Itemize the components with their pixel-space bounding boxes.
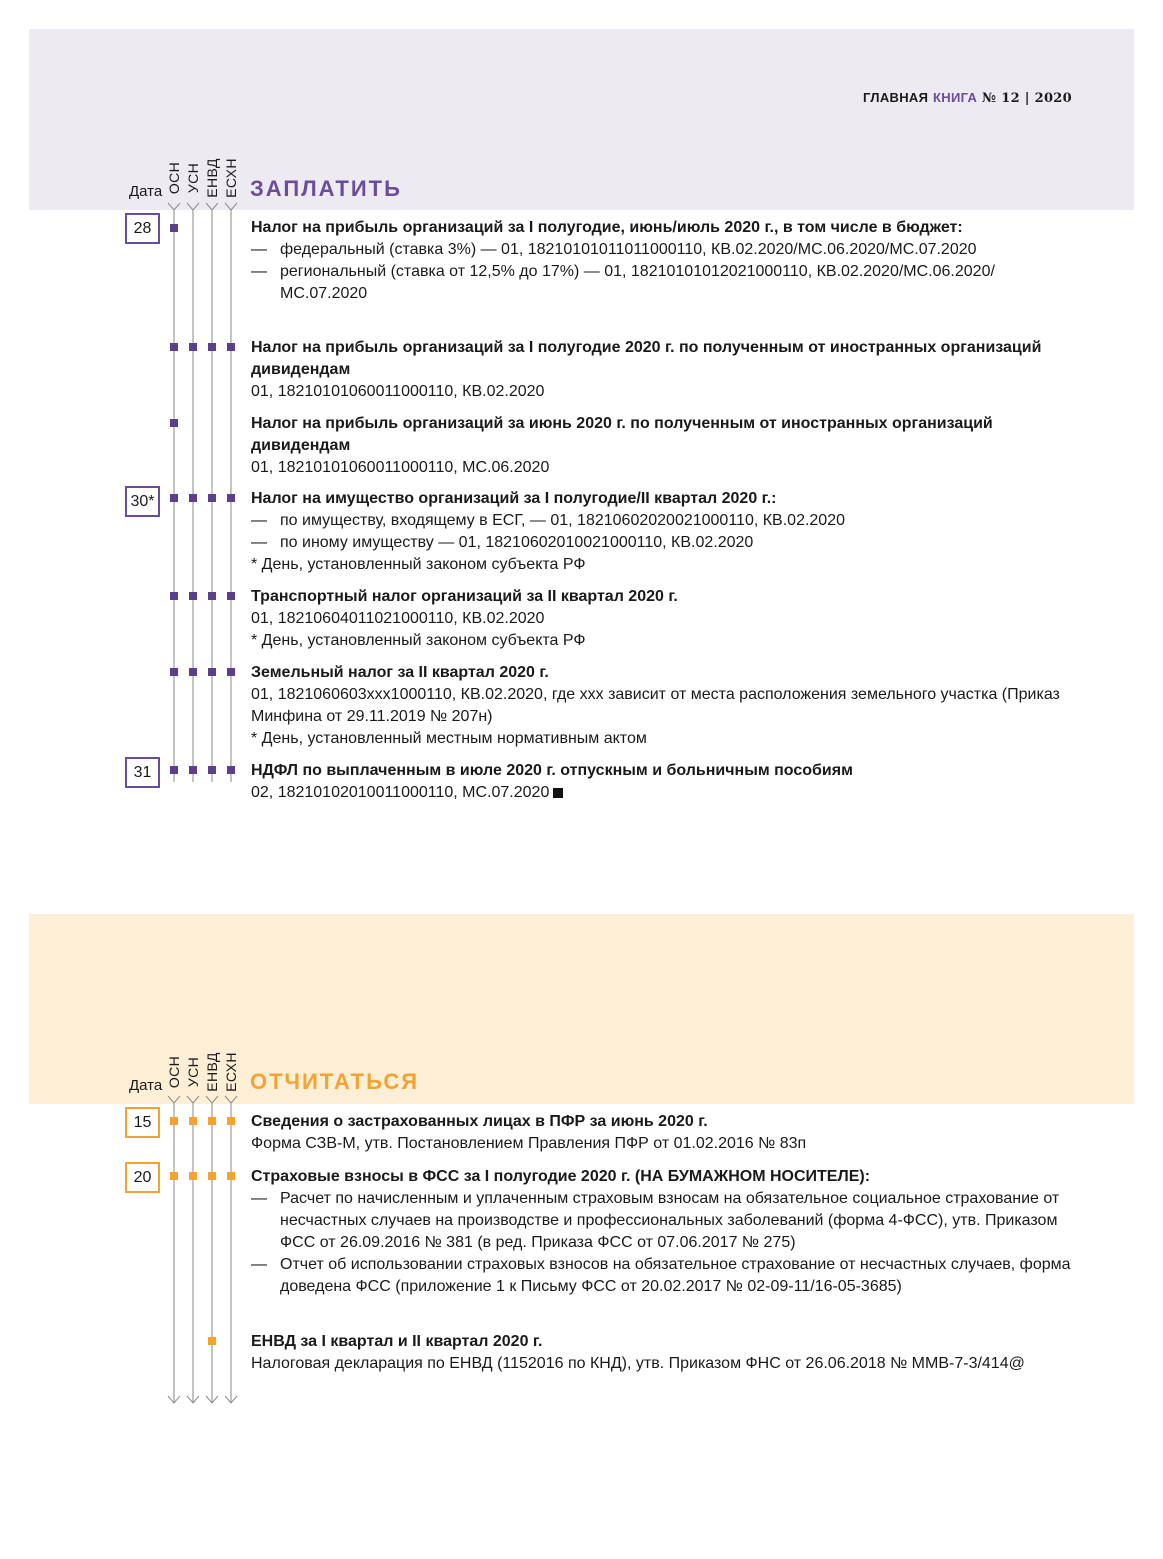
pay-section-title: ЗАПЛАТИТЬ [250,176,402,201]
entry-title: НДФЛ по выплаченным в июле 2020 г. отпускным и больничным пособиям [251,762,853,779]
entry-title: Транспортный налог организаций за II квартал 2020 г. [251,588,678,605]
entry-text: 01, 18210101060011000110, МС.06.2020 [251,459,550,476]
entry-title: Страховые взносы в ФСС за I полугодие 2020 г. (НА БУМАЖНОМ НОСИТЕЛЕ): [251,1168,871,1185]
regime-mark [189,766,197,774]
regime-mark [208,343,216,351]
entry-item: — федеральный (ставка 3%) — 01, 18210101011011000110, КВ.02.2020/МС.06.2020/МС.07.2020 [251,241,977,258]
regime-label-osn: ОСН [166,1055,182,1089]
entry-text-wrap [251,782,1071,804]
pay-entry-dividends-june [251,413,1071,479]
regime-mark [208,1172,216,1180]
regime-label-osn: ОСН [166,161,182,195]
entry-text: 01, 18210604011021000110, КВ.02.2020 [251,610,545,627]
regime-mark [208,494,216,502]
regime-mark [227,668,235,676]
regime-mark [170,668,178,676]
regime-mark [189,592,197,600]
regime-mark [170,494,178,502]
pay-entry-ndfl [251,760,1071,804]
report-entry-szv-m [251,1111,1071,1155]
entry-text: Форма СЗВ-М, утв. Постановлением Правления ПФР от 01.02.2016 № 83п [251,1135,807,1152]
regime-mark [189,343,197,351]
regime-mark [170,419,178,427]
entry-item: — по иному имуществу — 01, 18210602010021000110, КВ.02.2020 [251,534,754,551]
regime-mark [227,1172,235,1180]
masthead-part1: ГЛАВНАЯ [863,90,929,105]
regime-mark [208,1117,216,1125]
entry-title: Налог на прибыль организаций за I полугодие, июнь/июль 2020 г., в том числе в бюджет: [251,219,963,236]
pay-entry-land-tax [251,662,1071,750]
masthead-issue: № 12 | 2020 [981,91,1072,106]
regime-mark [208,592,216,600]
regime-mark [227,592,235,600]
regime-mark [170,343,178,351]
entry-item: — Отчет об использовании страховых взносов на обязательное страхование от несчастных случаев, форма доведена ФСС (приложение 1 к Письму ФСС от 20.02.2017 № 02-09-11/16-05-3685) [251,1256,1071,1295]
regime-label-envd: ЕНВД [204,1052,220,1092]
regime-mark [227,1117,235,1125]
regime-label-eshn: ЕСХН [223,158,239,198]
entry-title: Налог на имущество организаций за I полугодие/II квартал 2020 г.: [251,490,777,507]
entry-title: Налог на прибыль организаций за I полугодие 2020 г. по полученным от иностранных организаций дивидендам [251,339,1042,378]
regime-mark [227,766,235,774]
date-box: 30* [125,486,160,517]
entry-text: Налоговая декларация по ЕНВД (1152016 по КНД), утв. Приказом ФНС от 26.06.2018 № ММВ-7-3/414@ [251,1355,1025,1372]
regime-mark [170,766,178,774]
report-entry-fss [251,1166,1071,1298]
entry-title: Земельный налог за II квартал 2020 г. [251,664,549,681]
regime-mark [189,1117,197,1125]
entry-text: 01, 1821060603ххх1000110, КВ.02.2020, где ххх зависит от места расположения земельного участка (Приказ Минфина от 29.11.2019 № 207н) [251,686,1060,725]
regime-label-eshn: ЕСХН [223,1052,239,1092]
date-box: 20 [125,1162,160,1193]
date-column-label: Дата [129,183,163,200]
entry-item: — по имуществу, входящему в ЕСГ, — 01, 18210602020021000110, КВ.02.2020 [251,512,845,529]
entry-text: 02, 18210102010011000110, МС.07.2020 [251,784,550,801]
regime-mark [170,592,178,600]
regime-mark [189,494,197,502]
regime-mark [170,1172,178,1180]
end-of-section-mark [553,788,563,798]
entry-text: 01, 18210101060011000110, КВ.02.2020 [251,383,545,400]
date-box: 31 [125,757,160,788]
regime-mark [208,668,216,676]
entry-title: ЕНВД за I квартал и II квартал 2020 г. [251,1333,543,1350]
entry-title: Налог на прибыль организаций за июнь 2020 г. по полученным от иностранных организаций дивидендам [251,415,993,454]
regime-label-usn: УСН [185,162,202,194]
entry-item: — региональный (ставка от 12,5% до 17%) — 01, 18210101012021000110, КВ.02.2020/МС.06.2020/МС.07.2020 [251,263,995,302]
pay-entry-profit-tax [251,217,1071,305]
regime-mark [208,1337,216,1345]
entry-title: Сведения о застрахованных лицах в ПФР за июнь 2020 г. [251,1113,708,1130]
regime-label-envd: ЕНВД [204,158,220,198]
pay-entry-transport-tax [251,586,1071,652]
date-column-label: Дата [129,1077,163,1094]
entry-item: — Расчет по начисленным и уплаченным страховым взносам на обязательное социальное страхование от несчастных случаев на производстве и профессиональных заболеваний (форма 4-ФСС), утв. Приказом ФСС от 26.09.2016 № 381 (в ред. Приказа ФСС от 07.06.2017 № 275) [251,1190,1060,1251]
date-box: 15 [125,1107,160,1138]
regime-mark [227,494,235,502]
entry-note: * День, установленный местным нормативным актом [251,730,647,747]
report-entry-envd [251,1331,1071,1375]
pay-entry-property-tax [251,488,1071,576]
pay-entry-dividends-half-year [251,337,1071,403]
date-box: 28 [125,213,160,244]
regime-mark [170,224,178,232]
regime-mark [208,766,216,774]
regime-mark [227,343,235,351]
masthead-part2: КНИГА [933,90,978,105]
regime-label-usn: УСН [185,1056,202,1088]
regime-mark [189,668,197,676]
report-section-title: ОТЧИТАТЬСЯ [250,1069,420,1094]
regime-mark [170,1117,178,1125]
entry-note: * День, установленный законом субъекта РФ [251,632,586,649]
regime-mark [189,1172,197,1180]
entry-note: * День, установленный законом субъекта РФ [251,556,586,573]
